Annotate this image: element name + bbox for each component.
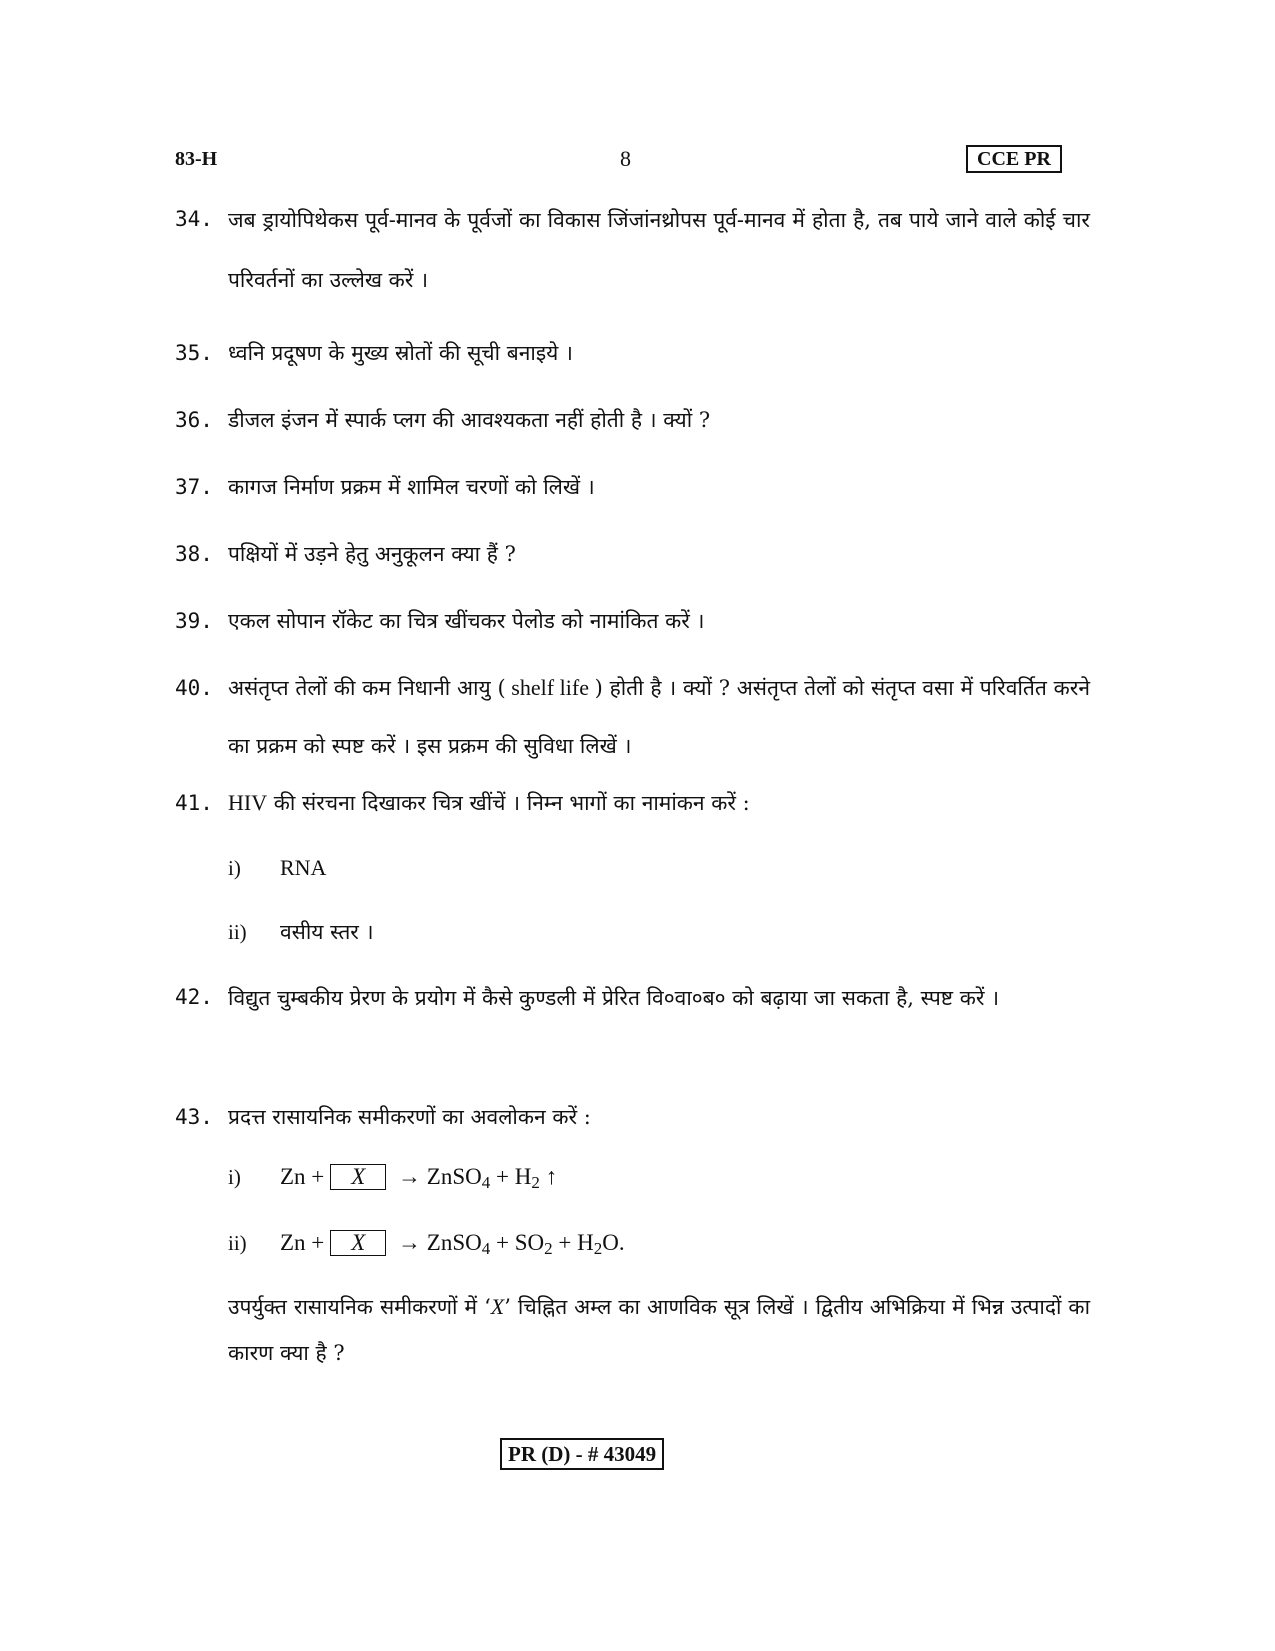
reaction-arrow: → bbox=[398, 1230, 422, 1255]
equation-ii: ii) Zn + X → ZnSO$_4$ + $SO_2 + H_2O$. bbox=[228, 1230, 625, 1258]
unknown-acid-box: X bbox=[330, 1230, 386, 1256]
question-39 bbox=[175, 592, 1090, 650]
question-number: 37. bbox=[175, 475, 213, 499]
unknown-acid-box: X bbox=[330, 1164, 386, 1190]
question-number: 34. bbox=[175, 207, 213, 231]
question-text: असंतृप्त तेलों की कम निधानी आयु ( shelf life ) होती है । क्यों ? असंतृप्त तेलों को संतृप्त वसा में परिवर्तित करने का प्रक्रम को स्पष्ट करें । इस प्रक्रम की सुविधा लिखें । bbox=[228, 675, 1090, 758]
question-41-part-i bbox=[228, 855, 326, 881]
paper-code: 83-H bbox=[175, 148, 218, 170]
question-number: 39. bbox=[175, 609, 213, 633]
question-40 bbox=[175, 659, 1090, 775]
part-text: वसीय स्तर । bbox=[280, 920, 374, 944]
question-42 bbox=[175, 968, 1090, 1028]
question-text: विद्युत चुम्बकीय प्रेरण के प्रयोग में कैसे कुण्डली में प्रेरित वि०वा०ब० को बढ़ाया जा सकता है, स्पष्ट करें । bbox=[228, 986, 1000, 1010]
question-34 bbox=[175, 190, 1090, 310]
question-text: ध्वनि प्रदूषण के मुख्य स्रोतों की सूची बनाइये । bbox=[228, 341, 573, 365]
question-37 bbox=[175, 458, 1090, 516]
question-number: 41. bbox=[175, 791, 213, 815]
equation-i: i) Zn + X → ZnSO$_4$ + $H_2$ ↑ bbox=[228, 1164, 558, 1192]
question-number: 42. bbox=[175, 985, 213, 1009]
question-text: एकल सोपान रॉकेट का चित्र खींचकर पेलोड को नामांकित करें । bbox=[228, 609, 705, 633]
reaction-arrow: → bbox=[398, 1164, 422, 1189]
question-41-part-ii bbox=[228, 918, 374, 946]
footer-code-box: PR (D) - # 43049 bbox=[500, 1438, 664, 1470]
question-number: 43. bbox=[175, 1105, 213, 1129]
question-text: पक्षियों में उड़ने हेतु अनुकूलन क्या हैं ? bbox=[228, 542, 516, 566]
part-label: ii) bbox=[228, 920, 247, 944]
question-text: जब ड्रायोपिथेकस पूर्व-मानव के पूर्वजों का विकास जिंजांनथ्रोपस पूर्व-मानव में होता है, तब पाये जाने वाले कोई चार परिवर्तनों का उल्लेख करें । bbox=[228, 208, 1090, 292]
question-text: HIV की संरचना दिखाकर चित्र खींचें । निम्न भागों का नामांकन करें : bbox=[228, 790, 750, 815]
question-number: 36. bbox=[175, 408, 213, 432]
question-text: कागज निर्माण प्रक्रम में शामिल चरणों को लिखें । bbox=[228, 475, 595, 499]
series-code-box: CCE PR bbox=[966, 145, 1062, 173]
part-text: RNA bbox=[280, 855, 327, 880]
question-43 bbox=[175, 1088, 1090, 1146]
equation-label: i) bbox=[228, 1165, 241, 1189]
equation-label: ii) bbox=[228, 1231, 247, 1255]
question-35 bbox=[175, 324, 1090, 382]
question-number: 38. bbox=[175, 542, 213, 566]
question-41 bbox=[175, 774, 1090, 832]
question-text: प्रदत्त रासायनिक समीकरणों का अवलोकन करें : bbox=[228, 1105, 591, 1129]
question-38 bbox=[175, 525, 1090, 583]
question-number: 35. bbox=[175, 341, 213, 365]
question-36 bbox=[175, 391, 1090, 449]
part-label: i) bbox=[228, 856, 241, 880]
question-number: 40. bbox=[175, 676, 213, 700]
question-text: डीजल इंजन में स्पार्क प्लग की आवश्यकता नहीं होती है । क्यों ? bbox=[228, 408, 711, 432]
page-number: 8 bbox=[620, 146, 631, 171]
question-43-followup: उपर्युक्त रासायनिक समीकरणों में ‘X’ चिह्नित अम्ल का आणविक सूत्र लिखें । द्वितीय अभिक्रिया में भिन्न उत्पादों का कारण क्या है ? bbox=[228, 1294, 1091, 1365]
